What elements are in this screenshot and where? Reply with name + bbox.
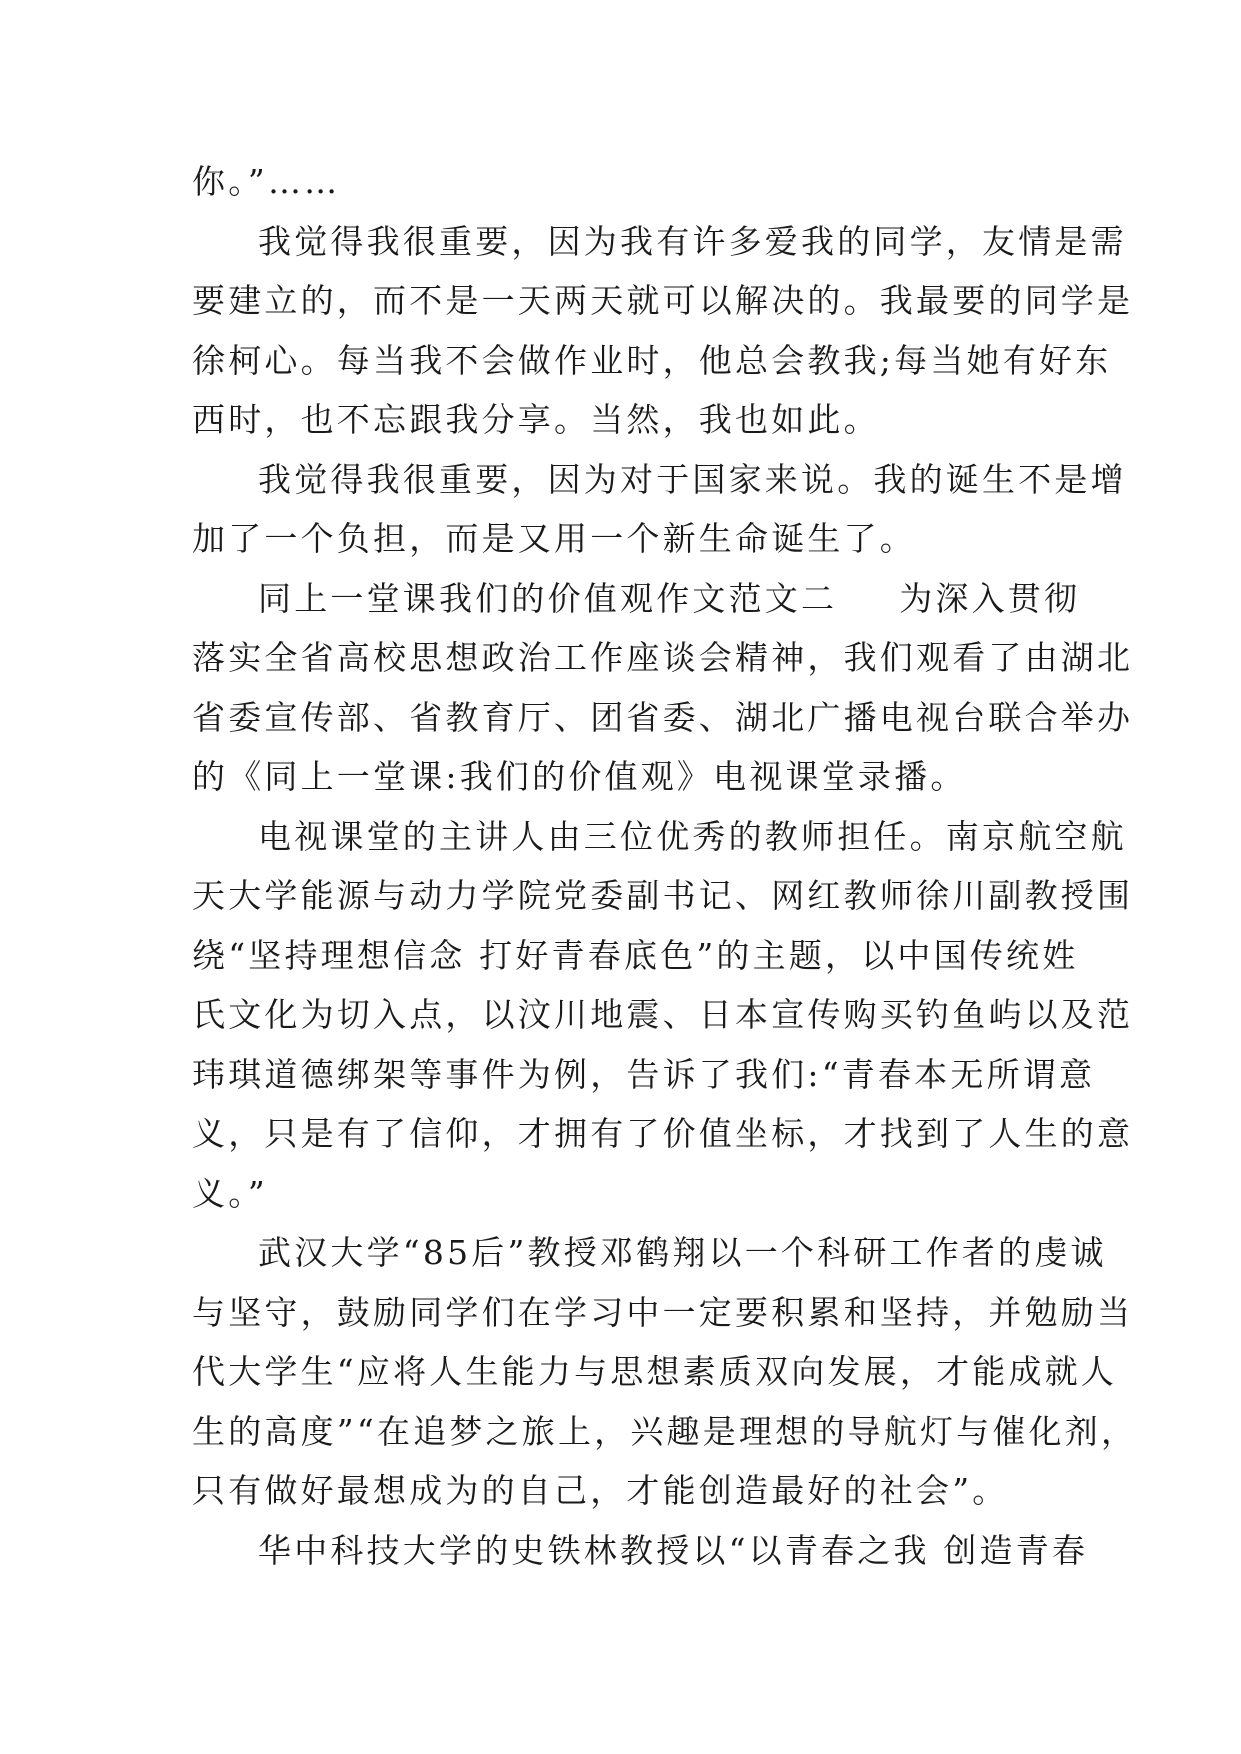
text-line: 西时，也不忘跟我分享。当然，我也如此。 [192, 400, 880, 439]
text-line: 氏文化为切入点，以汶川地震、日本宣传购买钓鱼屿以及范 [192, 995, 1134, 1034]
section-heading-continuation: 为深入贯彻 [899, 578, 1081, 618]
text-line: 玮琪道德绑架等事件为例，告诉了我们:“青春本无所谓意 [192, 1054, 1096, 1094]
text-line: 加了一个负担，而是又用一个新生命诞生了。 [192, 519, 916, 558]
text-line: 你。”…… [192, 162, 341, 201]
paragraph-start-line: 电视课堂的主讲人由三位优秀的教师担任。南京航空航 [258, 816, 1127, 856]
section-heading-line [192, 569, 1081, 629]
text-line: 要建立的，而不是一天两天就可以解决的。我最要的同学是 [192, 281, 1134, 320]
document-body [192, 152, 1138, 1580]
text-line: 义，只是有了信仰，才拥有了价值坐标，才找到了人生的意 [192, 1114, 1134, 1153]
text-line: 绕“坚持理想信念 打好青春底色”的主题，以中国传统姓 [192, 935, 1079, 975]
text-line: 生的高度”“在追梦之旅上，兴趣是理想的导航灯与催化剂， [192, 1411, 1138, 1451]
text-line: 代大学生“应将人生能力与思想素质双向发展，才能成就人 [192, 1352, 1118, 1391]
paragraph-start-line: 华中科技大学的史铁林教授以“以青春之我 创造青春 [258, 1530, 1089, 1570]
paragraph-start-line: 我觉得我很重要，因为我有许多爱我的同学，友情是需 [258, 221, 1127, 261]
text-line: 与坚守，鼓励同学们在学习中一定要积累和坚持，并勉励当 [192, 1292, 1134, 1332]
text-line: 的《同上一堂课:我们的价值观》电视课堂录播。 [192, 757, 967, 796]
paragraph-start-line: 武汉大学“85后”教授邓鹤翔以一个科研工作者的虔诚 [258, 1233, 1107, 1272]
section-heading: 同上一堂课我们的价值观作文范文二 [258, 578, 838, 618]
text-line: 省委宣传部、省教育厅、团省委、湖北广播电视台联合举办 [192, 697, 1134, 737]
paragraph-start-line: 我觉得我很重要，因为对于国家来说。我的诞生不是增 [258, 459, 1127, 499]
text-line: 落实全省高校思想政治工作座谈会精神，我们观看了由湖北 [192, 638, 1134, 677]
text-line: 天大学能源与动力学院党委副书记、网红教师徐川副教授围 [192, 876, 1134, 915]
text-line: 只有做好最想成为的自己，才能创造最好的社会”。 [192, 1471, 1009, 1510]
text-line: 徐柯心。每当我不会做作业时，他总会教我;每当她有好东 [192, 340, 1112, 380]
text-line: 义。” [192, 1173, 268, 1213]
